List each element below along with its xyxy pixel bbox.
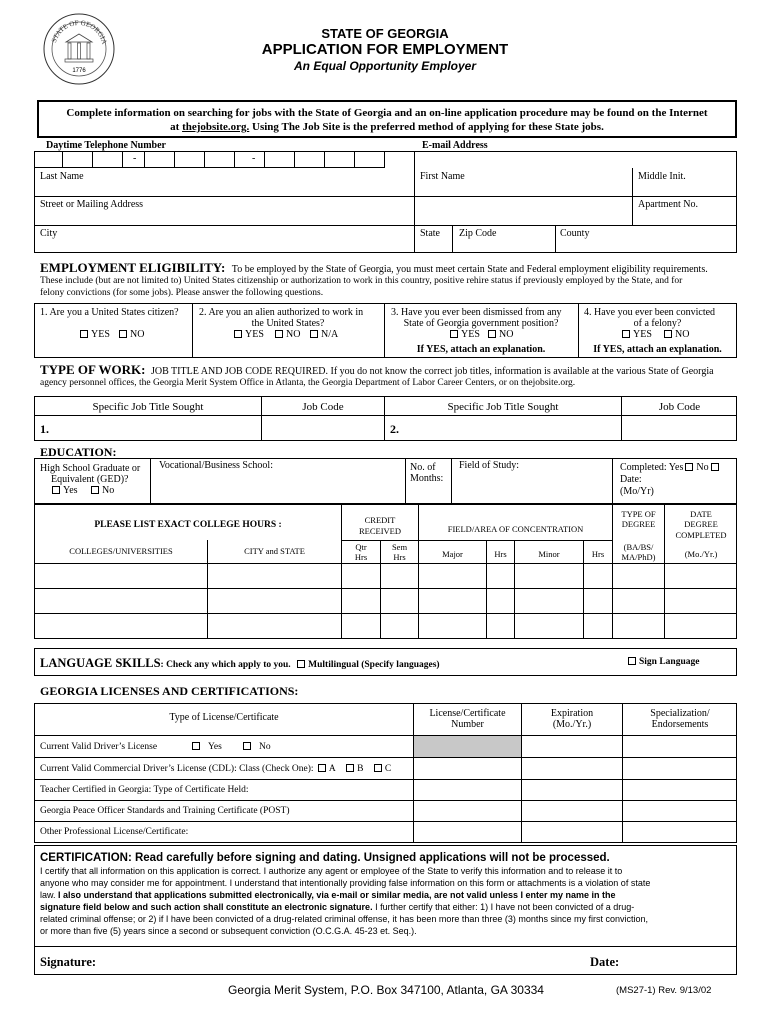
- degree-abbr-header-2: MA/PhD): [621, 552, 656, 562]
- cdl-number-field[interactable]: [414, 758, 521, 779]
- minor-hrs-header: Hrs: [591, 549, 605, 559]
- cdl-b-checkbox[interactable]: [346, 764, 354, 772]
- post-cert-label: Georgia Peace Officer Standards and Training Certificate (POST): [40, 806, 290, 816]
- completed-label: Completed: Yes No: [620, 462, 722, 474]
- language-row: LANGUAGE SKILLS: Check any which apply to you. Multilingual (Specify languages): [40, 656, 440, 670]
- teacher-cert-field[interactable]: [260, 780, 412, 800]
- degree-date-label-1: DATE: [690, 509, 712, 519]
- degree-date-label-2: DEGREE: [684, 519, 718, 529]
- q1-label: 1. Are you a United States citizen?: [40, 307, 179, 318]
- last-name-label: Last Name: [40, 171, 84, 182]
- license-type-header: Type of License/Certificate: [169, 712, 279, 723]
- degree-type-label-2: DEGREE: [621, 519, 656, 529]
- license-number-header-2: Number: [451, 719, 484, 730]
- georgia-seal: [42, 12, 116, 86]
- q2-yes[interactable]: YES: [234, 329, 264, 341]
- other-cert-label: Other Professional License/Certificate:: [40, 827, 189, 837]
- street-field[interactable]: [35, 197, 631, 224]
- q4-yes-checkbox[interactable]: [622, 330, 630, 338]
- sem-hrs-header-2: Hrs: [393, 552, 406, 562]
- zip-label: Zip Code: [459, 228, 497, 239]
- q4-no[interactable]: NO: [664, 329, 689, 341]
- q1-no-checkbox[interactable]: [119, 330, 127, 338]
- vocational-label: Vocational/Business School:: [159, 460, 273, 471]
- phone-label: Daytime Telephone Number: [46, 140, 166, 151]
- college-hours-label: PLEASE LIST EXACT COLLEGE HOURS :: [94, 520, 282, 530]
- work-heading: TYPE OF WORK:: [40, 362, 146, 377]
- job-row-number-2: 2.: [390, 422, 399, 436]
- apartment-label: Apartment No.: [638, 199, 698, 210]
- field-concentration-label: FIELD/AREA OF CONCENTRATION: [447, 524, 584, 534]
- notice-line2: at thejobsite.org. Using The Job Site is the preferred method of applying for these State jobs.: [170, 121, 604, 133]
- teacher-cert-label: Teacher Certified in Georgia: Type of Certificate Held:: [40, 785, 249, 795]
- driver-license-label: Current Valid Driver’s License: [40, 742, 158, 752]
- driver-no[interactable]: No: [243, 741, 271, 753]
- eligibility-intro-3: felony convictions (for some jobs). Please answer the following questions.: [40, 288, 324, 298]
- street-label: Street or Mailing Address: [40, 199, 144, 210]
- major-hrs-header: Hrs: [494, 549, 507, 559]
- completed-yes-checkbox[interactable]: [685, 463, 693, 471]
- q3-label-b: State of Georgia government position?: [403, 318, 559, 329]
- header-state: STATE OF GEORGIA: [321, 26, 449, 41]
- minor-header: Minor: [538, 549, 560, 559]
- q1-no[interactable]: NO: [119, 329, 144, 341]
- q4-attach: If YES, attach an explanation.: [593, 344, 722, 355]
- job-title-header-2: Specific Job Title Sought: [447, 401, 559, 413]
- q3-no[interactable]: NO: [488, 329, 513, 341]
- license-number-header-1: License/Certificate: [429, 708, 506, 719]
- signature-field[interactable]: [110, 948, 580, 974]
- jobsite-link[interactable]: thejobsite.org.: [182, 121, 250, 133]
- eligibility-intro-1: EMPLOYMENT ELIGIBILITY: To be employed by the State of Georgia, you must meet certain State and Federal employment eligibility requirements.: [40, 260, 708, 275]
- field-of-study-field[interactable]: [452, 472, 611, 503]
- state-label: State: [420, 228, 440, 239]
- footer-address: Georgia Merit System, P.O. Box 347100, Atlanta, GA 30334: [228, 983, 544, 997]
- svg-text:STATE OF GEORGIA: STATE OF GEORGIA: [49, 18, 109, 46]
- q2-no-checkbox[interactable]: [275, 330, 283, 338]
- q2-yes-checkbox[interactable]: [234, 330, 242, 338]
- qtr-hrs-header-2: Hrs: [354, 552, 368, 562]
- city-label: City: [40, 228, 58, 239]
- multilingual-option[interactable]: Multilingual (Specify languages): [297, 660, 439, 670]
- field-of-study-label: Field of Study:: [459, 460, 520, 471]
- job-code-header-2: Job Code: [658, 401, 701, 413]
- driver-number-shaded: [414, 736, 521, 757]
- degree-abbr-header-1: (BA/BS/: [623, 542, 654, 552]
- city-state-header: CITY and STATE: [244, 546, 305, 556]
- months-label-2: Months:: [410, 473, 444, 484]
- certification-line-3: law. I also understand that applications submitted electronically, via e-mail or similar media, are not valid unless I enter my name in the: [40, 890, 616, 900]
- email-input[interactable]: [415, 151, 737, 167]
- q3-no-checkbox[interactable]: [488, 330, 496, 338]
- first-name-field[interactable]: [415, 168, 631, 195]
- moyr-header: (Mo./Yr.): [684, 549, 718, 559]
- eligibility-heading: EMPLOYMENT ELIGIBILITY:: [40, 260, 226, 275]
- job-row-number-1: 1.: [40, 422, 49, 436]
- job-code-field-2[interactable]: [622, 416, 736, 440]
- q1-yes-checkbox[interactable]: [80, 330, 88, 338]
- date-field[interactable]: [628, 948, 736, 974]
- job-code-field-1[interactable]: [262, 416, 383, 440]
- q2-no[interactable]: NO: [275, 329, 300, 341]
- specialization-header-2: Endorsements: [651, 719, 709, 730]
- middle-init-label: Middle Init.: [638, 171, 686, 182]
- hs-no-checkbox[interactable]: [91, 486, 99, 494]
- email-label: E-mail Address: [422, 140, 488, 151]
- months-field[interactable]: [406, 486, 450, 503]
- work-intro-1: TYPE OF WORK: JOB TITLE AND JOB CODE REQUIRED. If you do not know the correct job titles, information is available at the various State of Georgia: [40, 362, 714, 377]
- college-row[interactable]: [35, 614, 736, 638]
- q4-no-checkbox[interactable]: [664, 330, 672, 338]
- phone-dash-2: -: [252, 153, 256, 164]
- multilingual-checkbox[interactable]: [297, 660, 305, 668]
- date-label: Date:: [590, 955, 620, 969]
- phone-dash-1: -: [133, 153, 137, 164]
- apartment-field[interactable]: [633, 197, 736, 224]
- language-heading: LANGUAGE SKILLS: [40, 656, 161, 670]
- zip-field[interactable]: [453, 226, 554, 252]
- q4-label-b: of a felony?: [633, 318, 682, 329]
- other-cert-field[interactable]: [200, 822, 412, 842]
- driver-no-checkbox[interactable]: [243, 742, 251, 750]
- footer-form-number: (MS27-1) Rev. 9/13/02: [616, 985, 712, 996]
- seal-year: 1776: [72, 68, 86, 74]
- hs-no[interactable]: No: [91, 485, 114, 497]
- job-code-header-1: Job Code: [302, 401, 344, 413]
- licenses-heading: GEORGIA LICENSES AND CERTIFICATIONS:: [40, 684, 299, 698]
- phone-input[interactable]: [34, 151, 384, 167]
- certification-heading: CERTIFICATION: Read carefully before signing and dating. Unsigned applications will not be processed.: [40, 852, 610, 864]
- q2-label-b: the United States?: [251, 318, 325, 329]
- certification-line-5: related criminal offense; or 2) if I have been convicted of a drug-related criminal offense, it has been more than three (3) months since my first conviction,: [40, 914, 648, 924]
- cdl-c-checkbox[interactable]: [374, 764, 382, 772]
- hs-label-1: High School Graduate or: [40, 463, 141, 474]
- driver-yes-checkbox[interactable]: [192, 742, 200, 750]
- q4-yes[interactable]: YES: [622, 329, 652, 341]
- cdl-a-checkbox[interactable]: [318, 764, 326, 772]
- specialization-header-1: Specialization/: [650, 708, 710, 719]
- q3-yes-checkbox[interactable]: [450, 330, 458, 338]
- q1-yes[interactable]: YES: [80, 329, 110, 341]
- credit-label-1: CREDIT: [364, 515, 396, 525]
- college-row[interactable]: [35, 564, 736, 587]
- sem-hrs-header-1: Sem: [391, 542, 408, 552]
- q3-label-a: 3. Have you ever been dismissed from any: [391, 307, 562, 318]
- hs-label-2: Equivalent (GED)?: [51, 474, 129, 485]
- hs-yes[interactable]: Yes: [52, 485, 78, 497]
- completed-no-checkbox[interactable]: [711, 463, 719, 471]
- expiration-header-1: Expiration: [550, 708, 594, 719]
- job-title-field-2[interactable]: [404, 416, 620, 440]
- qtr-hrs-header-1: Qtr: [355, 542, 367, 552]
- certification-line-1: I certify that all information on this application is correct. I authorize any agent or employee of the State to verify this information and to release it to: [40, 866, 623, 876]
- sign-language-option[interactable]: Sign Language: [628, 656, 699, 668]
- completed-date-label: Date:: [620, 474, 642, 485]
- vocational-field[interactable]: [151, 472, 404, 503]
- completed-moyr-label: (Mo/Yr): [620, 486, 654, 497]
- certification-line-6: or more than five (5) years since a second or subsequent conviction (O.C.G.A. 45-23 et. Seq.).: [40, 926, 417, 936]
- q2-na-checkbox[interactable]: [310, 330, 318, 338]
- college-row[interactable]: [35, 589, 736, 612]
- city-field[interactable]: [35, 226, 413, 252]
- county-field[interactable]: [556, 226, 736, 252]
- q4-label-a: 4. Have you ever been convicted: [584, 307, 716, 318]
- work-intro-2: agency personnel offices, the Georgia Merit System Office in Atlanta, the Georgia Department of Labor Career Centers, or on thejobsite.org.: [40, 378, 576, 388]
- last-name-field[interactable]: [35, 168, 413, 195]
- credit-label-2: RECEIVED: [358, 526, 402, 536]
- certification-line-2: anyone who may consider me for appointment. I understand that intentionally providing false information on this form or attachments is a violation of state: [40, 878, 651, 888]
- job-title-header-1: Specific Job Title Sought: [92, 401, 204, 413]
- hs-yes-checkbox[interactable]: [52, 486, 60, 494]
- q3-attach: If YES, attach an explanation.: [416, 344, 546, 355]
- notice-line1: Complete information on searching for jobs with the State of Georgia and an on-line application procedure may be found on the Internet: [66, 107, 708, 119]
- colleges-header: COLLEGES/UNIVERSITIES: [69, 546, 173, 556]
- degree-type-label-1: TYPE OF: [621, 509, 656, 519]
- cdl-label: Current Valid Commercial Driver’s License (CDL): Class (Check One): A B C: [40, 764, 392, 774]
- county-label: County: [560, 228, 590, 239]
- sign-language-checkbox[interactable]: [628, 657, 636, 665]
- degree-date-label-3: COMPLETED: [675, 530, 727, 540]
- state-field[interactable]: [415, 226, 451, 252]
- page-subtitle: An Equal Opportunity Employer: [293, 59, 476, 73]
- job-title-field-1[interactable]: [54, 416, 260, 440]
- q2-na[interactable]: N/A: [310, 329, 338, 341]
- driver-yes[interactable]: Yes: [192, 741, 222, 753]
- months-label-1: No. of: [410, 462, 436, 473]
- expiration-header-2: (Mo./Yr.): [552, 719, 592, 730]
- signature-label: Signature:: [40, 955, 97, 969]
- middle-init-field[interactable]: [633, 168, 736, 195]
- eligibility-intro-2: These include (but are not limited to) United States citizenship or authorization to work in this country, positive rehire status if previously employed by the State, and for: [40, 276, 683, 286]
- education-heading: EDUCATION:: [40, 445, 117, 459]
- page-title: APPLICATION FOR EMPLOYMENT: [261, 41, 509, 58]
- q2-label-a: 2. Are you an alien authorized to work in: [199, 307, 364, 318]
- driver-expiration-field[interactable]: [522, 736, 622, 757]
- major-header: Major: [442, 549, 463, 559]
- first-name-label: First Name: [420, 171, 465, 182]
- q3-yes[interactable]: YES: [450, 329, 480, 341]
- certification-line-4: signature field below and such action shall constitute an electronic signature. I further certify that either: 1) I have not been convicted of a drug-: [40, 902, 635, 912]
